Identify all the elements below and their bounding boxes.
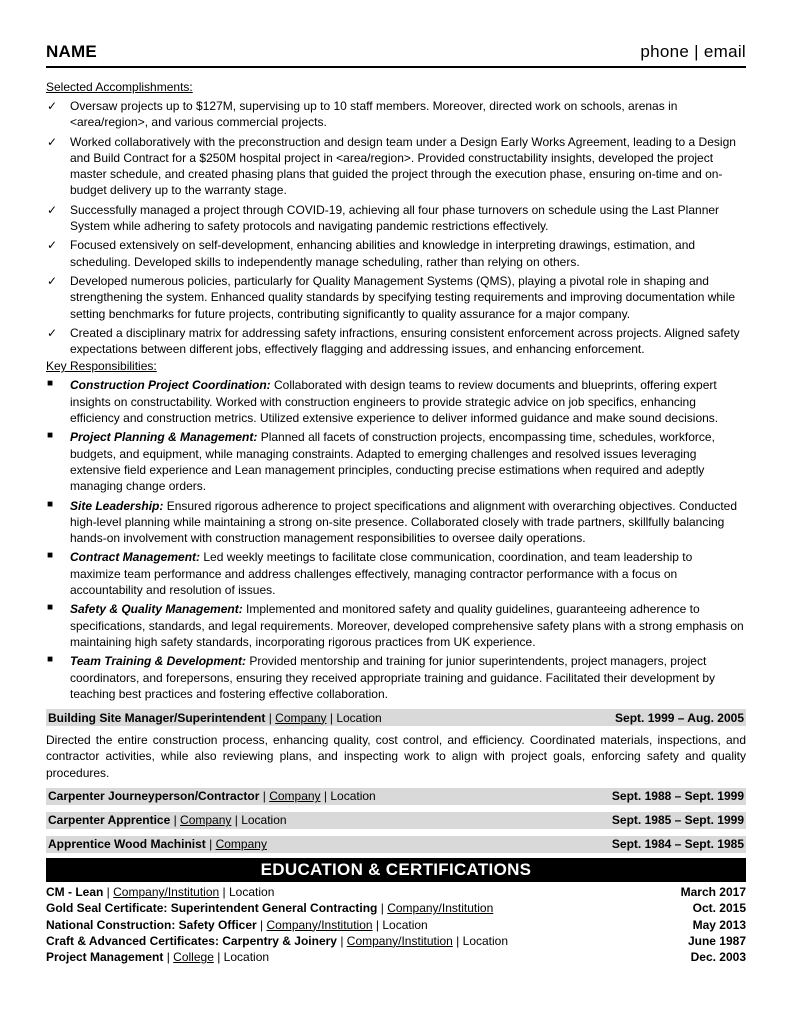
job-title: Building Site Manager/Superintendent bbox=[48, 710, 266, 725]
list-item: ✓ Oversaw projects up to $127M, supervising up to 10 staff members. Moreover, directed work on schools, arenas in <area/region>, and various commercial projects. bbox=[47, 99, 678, 130]
job-title: Apprentice Wood Machinist bbox=[48, 837, 206, 852]
company-name: Company bbox=[275, 710, 327, 725]
institution-name: Company/Institution bbox=[387, 901, 494, 916]
responsibilities-label: Key Responsibilities: bbox=[46, 359, 157, 374]
education-date: June 1987 bbox=[687, 933, 746, 948]
job-location: Location bbox=[336, 710, 382, 725]
education-date: Dec. 2003 bbox=[690, 950, 746, 965]
job-dates: Sept. 1988 – Sept. 1999 bbox=[611, 789, 744, 804]
institution-name: Company/Institution bbox=[266, 917, 373, 932]
job-header: Carpenter Journeyperson/Contractor | Company | Location Sept. 1988 – Sept. 1999 bbox=[48, 789, 744, 804]
job-header: Apprentice Wood Machinist | Company Sept. 1984 – Sept. 1985 bbox=[48, 837, 744, 852]
list-item: ✓ Developed numerous policies, particularly for Quality Management Systems (QMS), playing a pivotal role in shaping and strengthening the system. Enhanced quality standards by specifying testing requirements and improving documentation while setting benchmarks for future projects, contributing significantly to quality assurance for a major company. bbox=[47, 273, 736, 321]
square-bullet-icon: ■ bbox=[47, 602, 54, 614]
job-location: Location bbox=[330, 789, 376, 804]
resume-page bbox=[46, 34, 746, 965]
institution-name: Company/Institution bbox=[346, 933, 453, 948]
checkmark-icon: ✓ bbox=[47, 273, 58, 288]
accomplishments-list bbox=[46, 98, 746, 357]
checkmark-icon: ✓ bbox=[47, 134, 58, 149]
education-date: May 2013 bbox=[692, 917, 746, 932]
job-title: Carpenter Apprentice bbox=[48, 813, 171, 828]
list-item: ✓ Focused extensively on self-development, enhancing abilities and knowledge in interpreting drawings, estimation, and scheduling. Developed skills to independently manage scheduling, rather than relying on others. bbox=[47, 238, 696, 269]
education-date: Oct. 2015 bbox=[692, 901, 746, 916]
job-header: Building Site Manager/Superintendent | Company | Location Sept. 1999 – Aug. 2005 bbox=[48, 710, 744, 725]
list-item: ✓ Created a disciplinary matrix for addressing safety infractions, ensuring consistent enforcement across projects. Aligned safety expectations between different jobs, effectively flagging and addressing issues, and enhancing enforcement. bbox=[47, 325, 740, 357]
list-item: ■ Site Leadership: Ensured rigorous adherence to project specifications and alignment with overarching objectives. Conducted high-level planning while maintaining a strong on-site presence. Collaborated closely with trade partners, skillfully balancing hands-on involvement with construction management responsibilities to oversee daily operations. bbox=[47, 498, 738, 546]
job-header: Carpenter Apprentice | Company | Location Sept. 1985 – Sept. 1999 bbox=[48, 813, 744, 828]
education-item: Project Management | College | Location Dec. 2003 bbox=[46, 950, 746, 965]
square-bullet-icon: ■ bbox=[47, 550, 54, 562]
square-bullet-icon: ■ bbox=[47, 498, 54, 510]
list-item: ■ Project Planning & Management: Planned all facets of construction projects, encompassing time, schedules, workforce, budgets, and equipment, while managing constraints. Adapted to emerging challenges and resolved issues leveraging extensive field experience and Lean management principles, conducting precise estimations when required and adeptly managing change orders. bbox=[47, 430, 715, 494]
candidate-name: NAME bbox=[46, 42, 97, 61]
job-title: Carpenter Journeyperson/Contractor bbox=[48, 789, 260, 804]
list-item: ✓ Successfully managed a project through COVID-19, achieving all four phase turnovers on schedule using the Last Planner System while adhering to safety protocols and navigating pandemic restrictions effectively. bbox=[47, 202, 720, 234]
checkmark-icon: ✓ bbox=[47, 325, 58, 340]
checkmark-icon: ✓ bbox=[47, 202, 58, 217]
education-list bbox=[46, 884, 746, 965]
square-bullet-icon: ■ bbox=[47, 654, 54, 666]
education-location: Location bbox=[229, 884, 275, 899]
resume-header bbox=[46, 34, 746, 68]
job-dates: Sept. 1984 – Sept. 1985 bbox=[611, 837, 744, 852]
square-bullet-icon: ■ bbox=[47, 430, 54, 442]
education-item: Craft & Advanced Certificates: Carpentry & Joinery | Company/Institution | Location June 1987 bbox=[46, 933, 746, 948]
accomplishments-label: Selected Accomplishments: bbox=[46, 80, 193, 94]
list-item: ■ Safety & Quality Management: Implemented and monitored safety and quality guidelines, guaranteeing adherence to specifications, standards, and legal requirements. Moreover, developed comprehensive safety plans with a strong emphasis on maintaining high safety standards, incorporating rigorous practices from UK experience. bbox=[47, 602, 744, 649]
certificate-title: Craft & Advanced Certificates: Carpentry & Joinery bbox=[46, 933, 337, 948]
job-dates: Sept. 1999 – Aug. 2005 bbox=[615, 710, 744, 725]
job-dates: Sept. 1985 – Sept. 1999 bbox=[611, 813, 744, 828]
certificate-title: National Construction: Safety Officer bbox=[46, 917, 257, 932]
education-date: March 2017 bbox=[680, 884, 746, 899]
institution-name: College bbox=[173, 950, 214, 965]
list-item: ✓ Worked collaboratively with the preconstruction and design team under a Design Early Works Agreement, leading to a Design and Build Contract for a $250M hospital project in <area/region>. Provided constructability insights, developed the project master schedule, and created phasing plans that guided the project through the execution phase, ensuring on-time and on-budget delivery up to the warranty stage. bbox=[47, 134, 736, 198]
checkmark-icon: ✓ bbox=[47, 238, 58, 253]
company-name: Company bbox=[180, 813, 232, 828]
education-item: National Construction: Safety Officer | Company/Institution | Location May 2013 bbox=[46, 917, 746, 932]
list-item: ■ Contract Management: Led weekly meetings to facilitate close communication, coordination, and team leadership to maximize team performance and address challenges effectively, managing contractor performance with a focus on accountability and resolution of issues. bbox=[47, 550, 693, 598]
square-bullet-icon: ■ bbox=[47, 378, 54, 390]
institution-name: Company/Institution bbox=[113, 884, 220, 899]
certificate-title: Project Management bbox=[46, 950, 164, 965]
responsibilities-list bbox=[46, 377, 746, 702]
checkmark-icon: ✓ bbox=[47, 99, 58, 113]
list-item: ■ Construction Project Coordination: Collaborated with design teams to review documents and blueprints, offering expert insights on constructability. Worked with construction engineers to provide strategic advice on job specifics, enhancing efficiency and construction metrics. Utilized extensive experience to deliver informed guidance and make sound decisions. bbox=[47, 378, 719, 426]
company-name: Company bbox=[269, 789, 321, 804]
contact-info: phone | email bbox=[640, 42, 746, 61]
education-location: Location bbox=[223, 950, 270, 965]
certificate-title: CM - Lean bbox=[46, 884, 104, 899]
company-name: Company bbox=[215, 837, 267, 852]
certificate-title: Gold Seal Certificate: Superintendent General Contracting bbox=[46, 901, 378, 916]
education-location: Location bbox=[382, 917, 428, 932]
job-location: Location bbox=[241, 813, 287, 828]
education-location: Location bbox=[462, 933, 509, 948]
education-item: Gold Seal Certificate: Superintendent General Contracting | Company/Institution Oct. 2015 bbox=[46, 901, 746, 916]
job-description: Directed the entire construction process, enhancing quality, cost control, and efficiency. Coordinated materials, inspections, and contractor activities, while also reviewing plans, and inspecting work to align with project goals, enforcing safety and quality procedures. bbox=[46, 733, 746, 780]
education-heading: EDUCATION & CERTIFICATIONS bbox=[46, 858, 746, 882]
education-item: CM - Lean | Company/Institution | Location March 2017 bbox=[46, 884, 746, 899]
list-item: ■ Team Training & Development: Provided mentorship and training for junior superintendents, project managers, project coordinators, and forepersons, ensuring they received appropriate training and guidance. Facilitated their development by teaching best practices and fostering effective collaboration. bbox=[47, 654, 716, 701]
